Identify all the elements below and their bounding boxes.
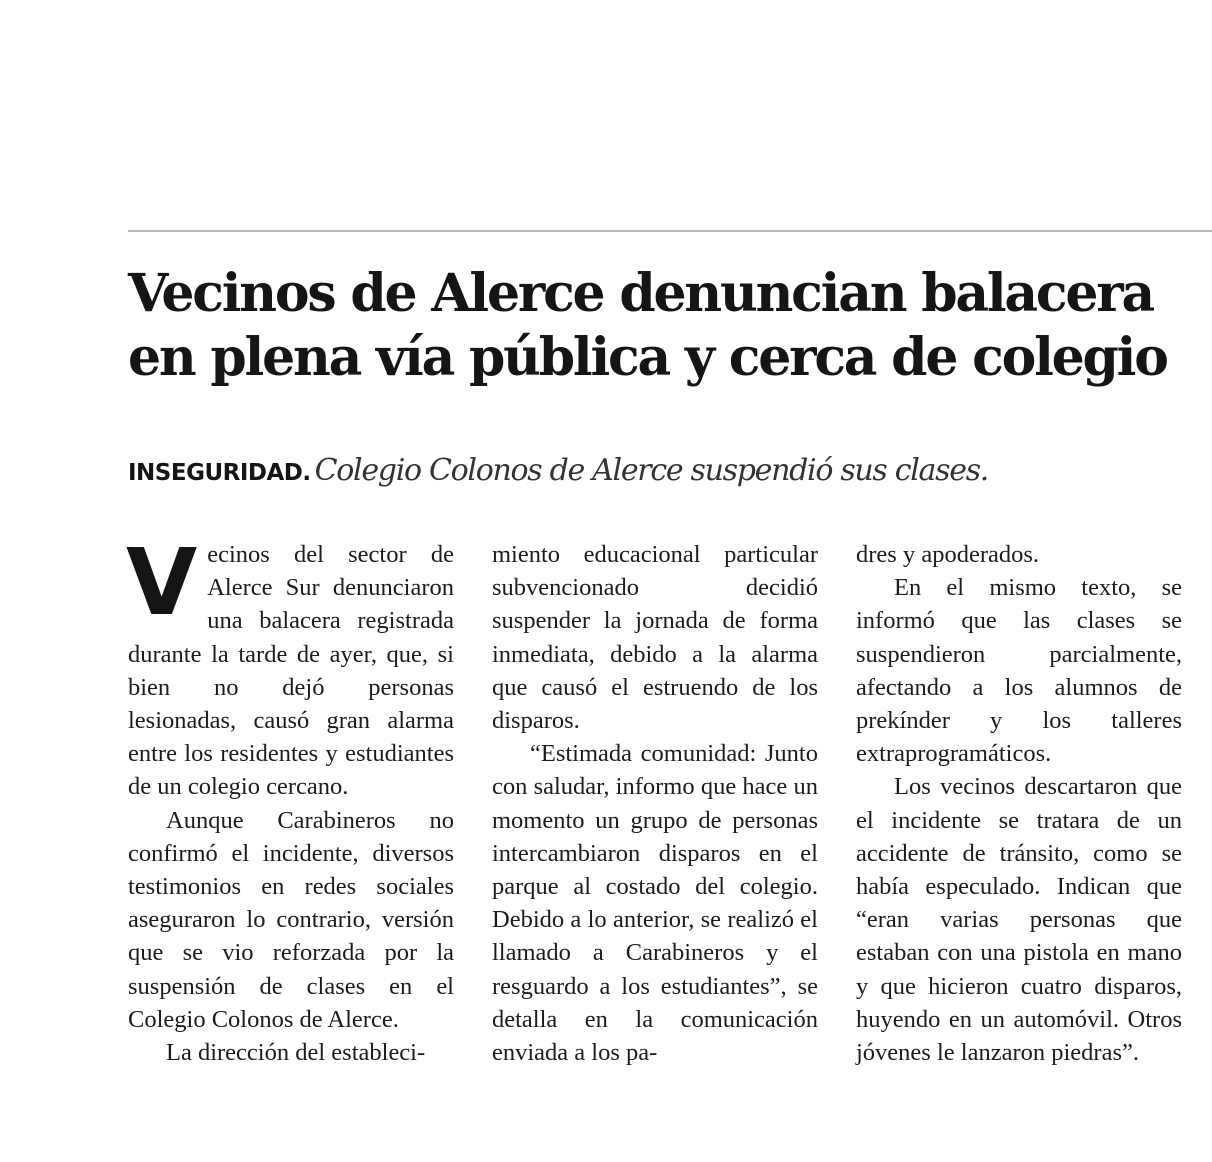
paragraph: dres y apoderados.	[856, 541, 1040, 568]
paragraph: La dirección del estableci-	[166, 1039, 426, 1067]
paragraph: “Estimada comunidad: Junto con saludar, informo que hace un momento un grupo de personas intercambiaron disparos en el parque al costado del colegio. Debido a lo anterior, se realizó el llamado a Carabineros y el resguardo a los estudiantes”, se detalla en la comunicación enviada a los pa-	[492, 740, 818, 1067]
article-column-2	[492, 538, 818, 1069]
headline	[128, 262, 1208, 390]
article-column-3	[856, 538, 1182, 1069]
paragraph: miento educacional particular subvencionado decidió suspender la jornada de forma inmediata, debido a la alarma que causó el estruendo de los disparos.	[492, 541, 818, 735]
subhead: Colegio Colonos de Alerce suspendió sus clases.	[314, 453, 989, 488]
deck	[128, 449, 1208, 498]
paragraph	[126, 529, 454, 804]
paragraph: Los vecinos descartaron que el incidente se tratara de un accidente de tránsito, como se había especulado. Indican que “eran varias personas que estaban con una pistola en mano y que hicieron cuatro disparos, huyendo en un automóvil. Otros jóvenes le lanzaron piedras”.	[856, 773, 1182, 1067]
kicker-label: INSEGURIDAD.	[128, 460, 311, 486]
top-divider	[128, 230, 1212, 232]
article-column-1	[126, 529, 454, 1069]
drop-cap: V	[126, 529, 198, 636]
paragraph: Aunque Carabineros no confirmó el incidente, diversos testimonios en redes sociales aseguraron lo contrario, versión que se vio reforzada por la suspensión de clases en el Colegio Colonos de Alerce.	[128, 806, 454, 1033]
headline-line-1: Vecinos de Alerce denuncian balacera	[128, 263, 1153, 324]
paragraph: En el mismo texto, se informó que las clases se suspendieron parcialmente, afectando a los alumnos de prekínder y los talleres extraprogramáticos.	[856, 574, 1182, 768]
paragraph-text: ecinos del sector de Alerce Sur denunciaron una balacera registrada durante la tarde de ayer, que, si bien no dejó personas lesionadas, causó gran alarma entre los residentes y estudiantes de un colegio cercano.	[128, 541, 454, 801]
headline-line-2: en plena vía pública y cerca de colegio	[128, 327, 1167, 388]
